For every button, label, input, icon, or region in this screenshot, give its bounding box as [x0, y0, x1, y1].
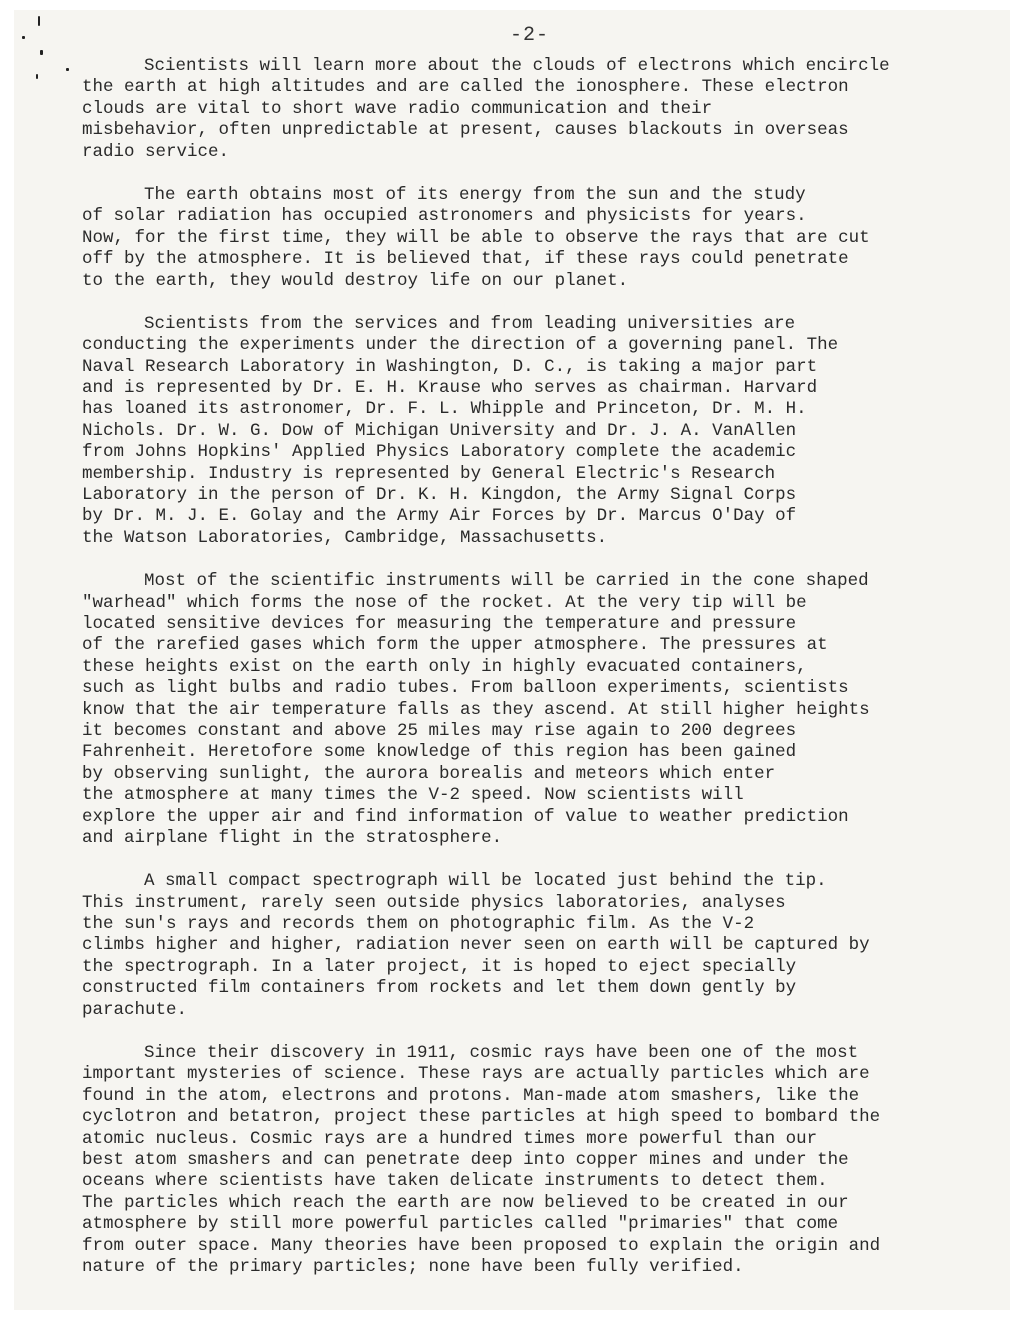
text-line: has loaned its astronomer, Dr. F. L. Whipple and Princeton, Dr. M. H. — [82, 399, 807, 420]
document-body — [82, 56, 942, 1300]
paragraph-warhead-instruments — [82, 571, 942, 849]
margin-speck — [66, 68, 69, 71]
page-number: -2- — [510, 24, 550, 47]
text-line: best atom smashers and can penetrate deep into copper mines and under the — [82, 1149, 849, 1170]
text-line: Scientists from the services and from leading universities are — [144, 313, 796, 334]
text-line: the spectrograph. In a later project, it is hoped to eject specially — [82, 956, 797, 977]
text-line: found in the atom, electrons and protons. Man-made atom smashers, like the — [82, 1085, 860, 1106]
text-line: the earth at high altitudes and are called the ionosphere. These electron — [82, 77, 849, 98]
text-line: off by the atmosphere. It is believed that, if these rays could penetrate — [82, 249, 849, 270]
text-line: Naval Research Laboratory in Washington, D. C., is taking a major part — [82, 356, 818, 377]
text-line: parachute. — [82, 999, 188, 1020]
paragraph-scientists-panel — [82, 314, 942, 549]
margin-speck — [38, 16, 40, 26]
text-line: Since their discovery in 1911, cosmic rays have been one of the most — [144, 1043, 859, 1064]
text-line: the Watson Laboratories, Cambridge, Massachusetts. — [82, 527, 608, 548]
text-line: and airplane flight in the stratosphere. — [82, 827, 503, 848]
text-line: and is represented by Dr. E. H. Krause who serves as chairman. Harvard — [82, 378, 818, 399]
text-line: "warhead" which forms the nose of the rocket. At the very tip will be — [82, 592, 807, 613]
text-line: Scientists will learn more about the clouds of electrons which encircle — [144, 56, 890, 76]
paragraph-ionosphere — [82, 56, 942, 163]
text-line: explore the upper air and find information of value to weather prediction — [82, 806, 849, 827]
text-line: The earth obtains most of its energy from the sun and the study — [144, 184, 806, 205]
margin-speck — [40, 50, 43, 55]
text-line: membership. Industry is represented by General Electric's Research — [82, 463, 776, 484]
margin-speck — [36, 74, 38, 79]
paragraph-cosmic-rays — [82, 1043, 942, 1278]
text-line: located sensitive devices for measuring the temperature and pressure — [82, 613, 797, 634]
margin-speck — [22, 36, 25, 39]
text-line: atmosphere by still more powerful particles called "primaries" that come — [82, 1214, 839, 1235]
text-line: radio service. — [82, 141, 230, 162]
text-line: it becomes constant and above 25 miles may rise again to 200 degrees — [82, 720, 797, 741]
text-line: the atmosphere at many times the V-2 speed. Now scientists will — [82, 785, 744, 806]
text-line: oceans where scientists have taken delicate instruments to detect them. — [82, 1171, 828, 1192]
text-line: from Johns Hopkins' Applied Physics Laboratory complete the academic — [82, 442, 797, 463]
text-line: atomic nucleus. Cosmic rays are a hundred times more powerful than our — [82, 1128, 818, 1149]
text-line: A small compact spectrograph will be located just behind the tip. — [144, 871, 827, 892]
text-line: misbehavior, often unpredictable at present, causes blackouts in overseas — [82, 120, 849, 141]
paragraph-solar-radiation — [82, 185, 942, 292]
text-line: This instrument, rarely seen outside physics laboratories, analyses — [82, 892, 786, 913]
paragraph-spectrograph — [82, 871, 942, 1021]
text-line: constructed film containers from rockets and let them down gently by — [82, 978, 797, 999]
text-line: Laboratory in the person of Dr. K. H. Kingdon, the Army Signal Corps — [82, 485, 797, 506]
text-line: from outer space. Many theories have been proposed to explain the origin and — [82, 1235, 881, 1256]
text-line: The particles which reach the earth are now believed to be created in our — [82, 1192, 849, 1213]
text-line: know that the air temperature falls as they ascend. At still higher heights — [82, 699, 870, 720]
text-line: of the rarefied gases which form the upper atmosphere. The pressures at — [82, 635, 828, 656]
text-line: these heights exist on the earth only in highly evacuated containers, — [82, 656, 807, 677]
text-line: Fahrenheit. Heretofore some knowledge of this region has been gained — [82, 742, 797, 763]
text-line: the sun's rays and records them on photographic film. As the V-2 — [82, 914, 755, 935]
text-line: by Dr. M. J. E. Golay and the Army Air Forces by Dr. Marcus O'Day of — [82, 506, 797, 527]
text-line: Now, for the first time, they will be able to observe the rays that are cut — [82, 227, 870, 248]
text-line: nature of the primary particles; none have been fully verified. — [82, 1256, 744, 1277]
text-line: Most of the scientific instruments will be carried in the cone shaped — [144, 571, 869, 592]
text-line: clouds are vital to short wave radio communication and their — [82, 98, 713, 119]
text-line: to the earth, they would destroy life on our planet. — [82, 270, 629, 291]
text-line: by observing sunlight, the aurora borealis and meteors which enter — [82, 763, 776, 784]
text-line: such as light bulbs and radio tubes. From balloon experiments, scientists — [82, 678, 849, 699]
text-line: cyclotron and betatron, project these particles at high speed to bombard the — [82, 1107, 881, 1128]
text-line: important mysteries of science. These rays are actually particles which are — [82, 1064, 870, 1085]
text-line: climbs higher and higher, radiation never seen on earth will be captured by — [82, 935, 870, 956]
text-line: conducting the experiments under the direction of a governing panel. The — [82, 335, 839, 356]
text-line: Nichols. Dr. W. G. Dow of Michigan University and Dr. J. A. VanAllen — [82, 420, 797, 441]
text-line: of solar radiation has occupied astronomers and physicists for years. — [82, 206, 807, 227]
